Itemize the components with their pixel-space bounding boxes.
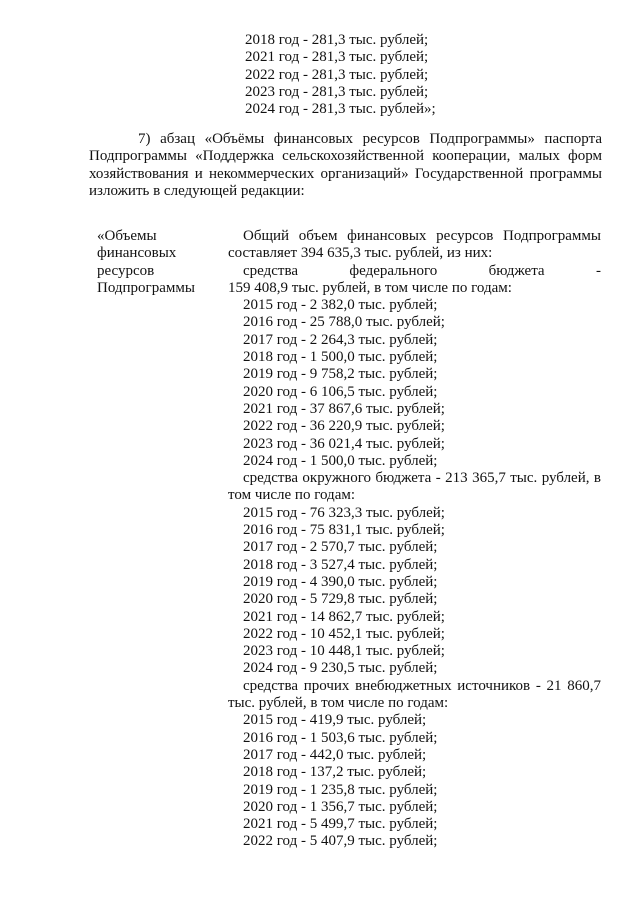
list-item: 2022 год - 36 220,9 тыс. рублей;: [243, 418, 445, 435]
list-item: 2023 год - 10 448,1 тыс. рублей;: [243, 643, 445, 660]
table-left-cell: [97, 228, 217, 297]
left-cell-line: «Объемы: [97, 228, 157, 244]
federal-budget-total: 159 408,9 тыс. рублей, в том числе по годам:: [228, 279, 512, 296]
list-item: 2021 год - 37 867,6 тыс. рублей;: [243, 400, 445, 417]
heading-word: средства: [243, 262, 299, 279]
other-year-list: [228, 712, 601, 850]
list-item: 2018 год - 137,2 тыс. рублей;: [243, 764, 427, 781]
list-item: 2015 год - 2 382,0 тыс. рублей;: [243, 297, 438, 314]
table-right-cell: [228, 228, 601, 851]
list-item: 2017 год - 442,0 тыс. рублей;: [243, 746, 427, 763]
district-budget-text: средства окружного бюджета - 213 365,7 тыс. рублей, в том числе по годам:: [228, 470, 601, 504]
total-volume-text: Общий объем финансовых ресурсов Подпрограммы составляет 394 635,3 тыс. рублей, из них:: [228, 228, 601, 262]
top-year-list: [245, 32, 436, 118]
list-item: 2016 год - 25 788,0 тыс. рублей;: [243, 314, 445, 331]
list-item: 2016 год - 75 831,1 тыс. рублей;: [243, 522, 445, 539]
list-item: 2015 год - 76 323,3 тыс. рублей;: [243, 504, 445, 521]
federal-budget-heading: [228, 263, 601, 280]
list-item: 2018 год - 3 527,4 тыс. рублей;: [243, 556, 438, 573]
list-item: 2022 год - 5 407,9 тыс. рублей;: [243, 833, 438, 850]
list-item: 2023 год - 36 021,4 тыс. рублей;: [243, 435, 445, 452]
left-cell-line: ресурсов: [97, 262, 155, 279]
heading-word: бюджета: [488, 262, 545, 279]
list-item: 2023 год - 281,3 тыс. рублей;: [245, 83, 429, 100]
list-item: 2017 год - 2 264,3 тыс. рублей;: [243, 331, 438, 348]
list-item: 2017 год - 2 570,7 тыс. рублей;: [243, 539, 438, 556]
federal-year-list: [228, 297, 601, 470]
list-item: 2016 год - 1 503,6 тыс. рублей;: [243, 729, 438, 746]
list-item: 2019 год - 9 758,2 тыс. рублей;: [243, 366, 438, 383]
list-item: 2021 год - 14 862,7 тыс. рублей;: [243, 608, 445, 625]
list-item: 2024 год - 1 500,0 тыс. рублей;: [243, 452, 438, 469]
left-cell-line: Подпрограммы: [97, 279, 195, 296]
other-sources-text: средства прочих внебюджетных источников - 21 860,7 тыс. рублей, в том числе по годам:: [228, 677, 601, 712]
list-item: 2022 год - 10 452,1 тыс. рублей;: [243, 625, 445, 642]
district-year-list: [228, 505, 601, 678]
list-item: 2019 год - 4 390,0 тыс. рублей;: [243, 573, 438, 590]
list-item: 2024 год - 281,3 тыс. рублей»;: [245, 101, 436, 118]
list-item: 2021 год - 5 499,7 тыс. рублей;: [243, 816, 438, 833]
left-cell-line: финансовых: [97, 245, 177, 262]
list-item: 2018 год - 1 500,0 тыс. рублей;: [243, 349, 438, 366]
list-item: 2021 год - 281,3 тыс. рублей;: [245, 49, 429, 66]
amendment-paragraph: 7) абзац «Объёмы финансовых ресурсов Подпрограммы» паспорта Подпрограммы «Поддержка сельскохозяйственной кооперации, малых форм хозяйствования и некоммерческих организаций» Государственной программы изложить в следующей редакции:: [89, 131, 602, 199]
list-item: 2020 год - 1 356,7 тыс. рублей;: [243, 798, 438, 815]
list-item: 2015 год - 419,9 тыс. рублей;: [243, 712, 427, 729]
list-item: 2022 год - 281,3 тыс. рублей;: [245, 66, 429, 83]
list-item: 2024 год - 9 230,5 тыс. рублей;: [243, 660, 438, 677]
heading-word: федерального: [349, 262, 438, 279]
list-item: 2018 год - 281,3 тыс. рублей;: [245, 32, 429, 48]
list-item: 2020 год - 5 729,8 тыс. рублей;: [243, 591, 438, 608]
heading-word: -: [595, 262, 601, 279]
list-item: 2019 год - 1 235,8 тыс. рублей;: [243, 781, 438, 798]
list-item: 2020 год - 6 106,5 тыс. рублей;: [243, 383, 438, 400]
